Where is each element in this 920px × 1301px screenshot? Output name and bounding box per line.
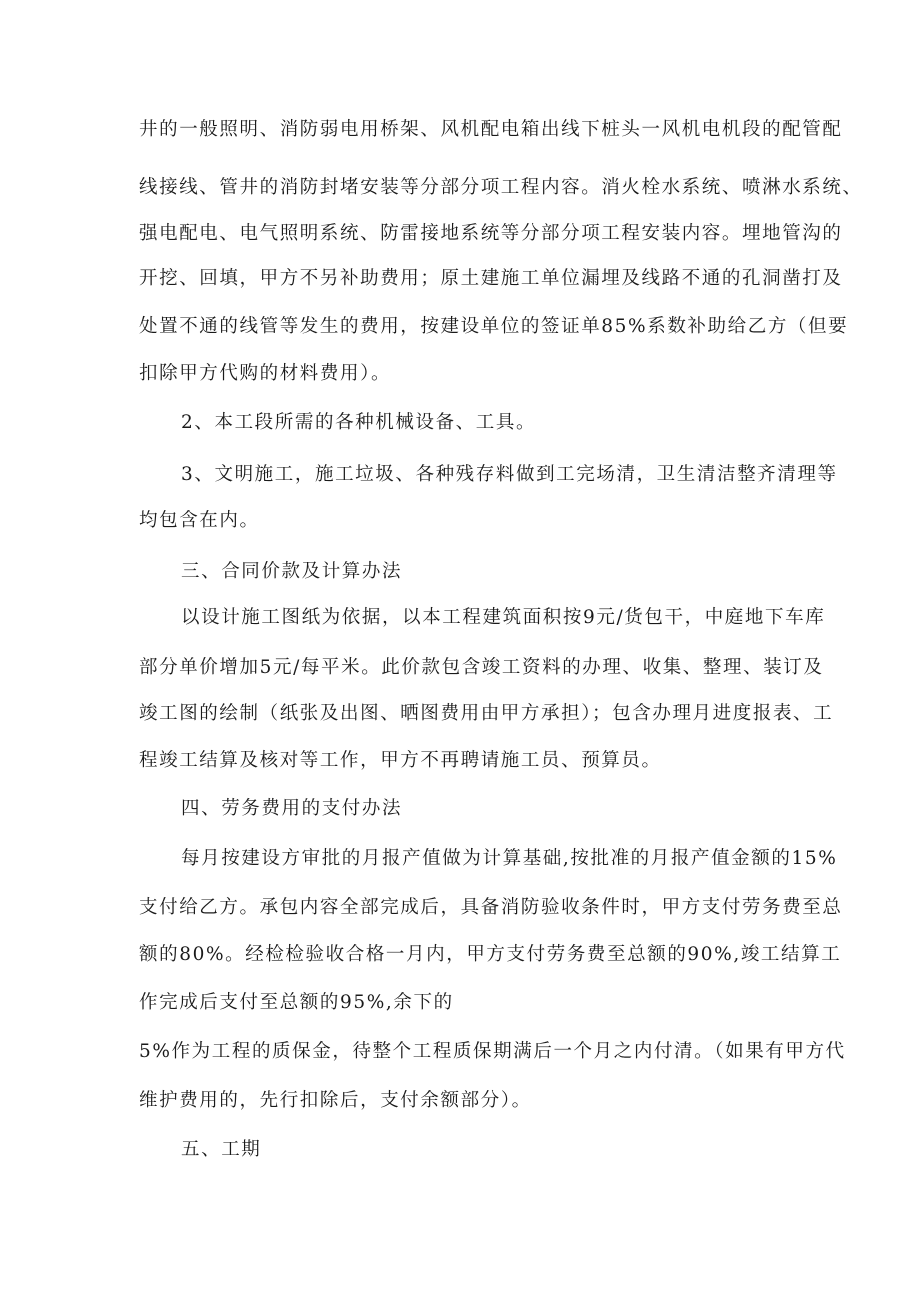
paragraph-line: 5%作为工程的质保金，待整个工程质保期满后一个月之内付清。（如果有甲方代 bbox=[139, 1041, 846, 1062]
paragraph-line: 作完成后支付至总额的95%,余下的 bbox=[139, 992, 454, 1013]
paragraph-line: 线接线、管井的消防封堵安装等分部分项工程内容。消火栓水系统、喷淋水系统、 bbox=[139, 177, 863, 198]
paragraph-line: 扣除甲方代购的材料费用）。 bbox=[139, 363, 392, 384]
paragraph-line: 竣工图的绘制（纸张及出图、晒图费用由甲方承担）；包含办理月进度报表、工 bbox=[139, 703, 834, 724]
paragraph-line: 维护费用的，先行扣除后，支付余额部分）。 bbox=[139, 1090, 532, 1111]
paragraph-line: 处置不通的线管等发生的费用，按建设单位的签证单85%系数补助给乙方（但要 bbox=[139, 316, 849, 337]
paragraph-line: 每月按建设方审批的月报产值做为计算基础,按批准的月报产值金额的15% bbox=[181, 848, 838, 869]
paragraph-line: 部分单价增加5元/每平米。此价款包含竣工资料的办理、收集、整理、装订及 bbox=[139, 657, 824, 678]
section-heading: 五、工期 bbox=[181, 1139, 262, 1160]
section-heading: 四、劳务费用的支付办法 bbox=[181, 798, 403, 819]
section-heading: 三、合同价款及计算办法 bbox=[181, 561, 403, 582]
list-item: 2、本工段所需的各种机械设备、工具。 bbox=[181, 412, 537, 433]
paragraph-line: 以设计施工图纸为依据，以本工程建筑面积按9元/货包干，中庭地下车库 bbox=[181, 607, 826, 628]
paragraph-line: 额的80%。经检检验收合格一月内，甲方支付劳务费至总额的90%,竣工结算工 bbox=[139, 944, 842, 965]
paragraph-line: 井的一般照明、消防弱电用桥架、风机配电箱出线下桩头一风机电机段的配管配 bbox=[139, 119, 843, 140]
paragraph-line: 支付给乙方。承包内容全部完成后，具备消防验收条件时，甲方支付劳务费至总 bbox=[139, 897, 843, 918]
paragraph-line: 开挖、回填，甲方不另补助费用；原土建施工单位漏埋及线路不通的孔洞凿打及 bbox=[139, 268, 843, 289]
list-item: 3、文明施工，施工垃圾、各种残存料做到工完场清，卫生清洁整齐清理等 bbox=[181, 464, 838, 485]
paragraph-line: 强电配电、电气照明系统、防雷接地系统等分部分项工程安装内容。埋地管沟的 bbox=[139, 223, 843, 244]
paragraph-line: 程竣工结算及核对等工作，甲方不再聘请施工员、预算员。 bbox=[139, 750, 662, 771]
paragraph-line: 均包含在内。 bbox=[139, 510, 260, 531]
